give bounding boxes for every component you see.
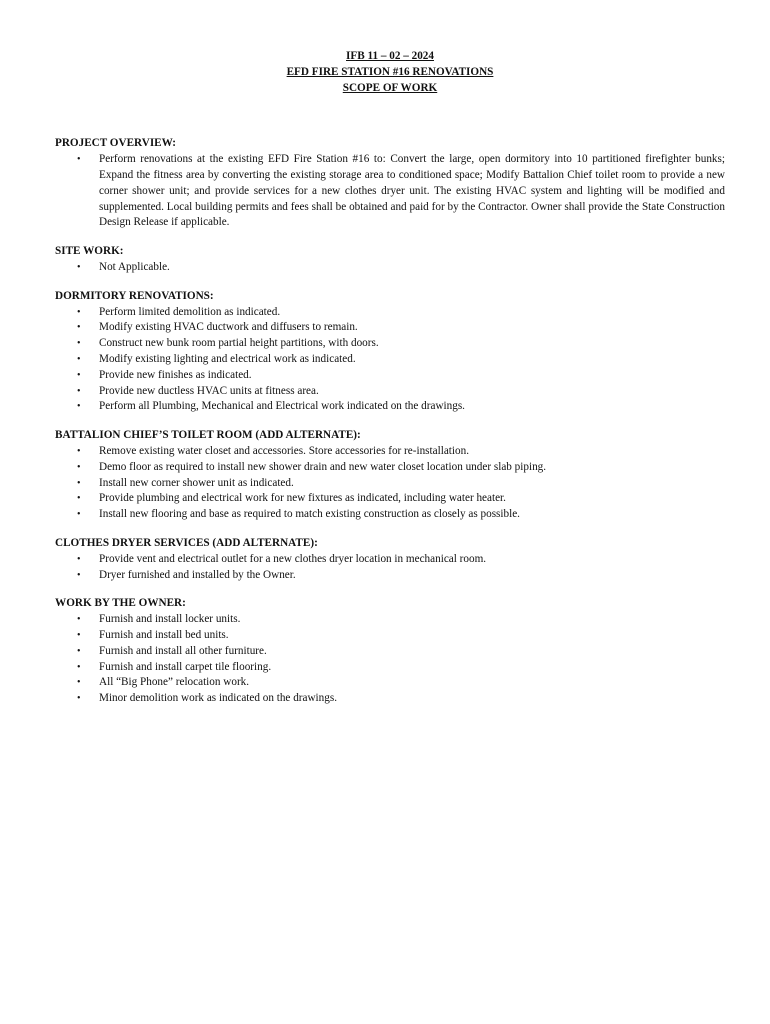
list-item-text: Furnish and install locker units. xyxy=(99,613,241,626)
list-item-text: Perform renovations at the existing EFD Fire Station #16 to: Convert the large, open dormitory into 10 partitioned firefighter bunks; Expand the fitness area by converting the existing storage area to conditioned space; Modify Battalion Chief toilet room to provide a new corner shower unit; and provide services for a new clothes dryer unit. The existing HVAC system and lighting will be modified and supplemented. Local building permits and fees shall be obtained and paid for by the Contractor. Owner shall provide the State Construction Design Release if applicable. xyxy=(99,153,725,229)
bullet-list xyxy=(55,152,725,231)
section-heading: PROJECT OVERVIEW: xyxy=(55,137,176,150)
bullet-list xyxy=(55,260,725,276)
list-item xyxy=(55,368,725,384)
scope-section xyxy=(55,289,725,415)
bullet-icon: • xyxy=(77,353,81,365)
list-item xyxy=(55,568,725,584)
document-project-title: EFD FIRE STATION #16 RENOVATIONS xyxy=(286,65,494,78)
list-item xyxy=(55,320,725,336)
section-heading: SITE WORK: xyxy=(55,245,124,258)
list-item xyxy=(55,612,725,628)
bullet-icon: • xyxy=(77,553,81,565)
list-item-text: Provide vent and electrical outlet for a new clothes dryer location in mechanical room. xyxy=(99,552,487,565)
list-item xyxy=(55,491,725,507)
bullet-icon: • xyxy=(77,645,81,657)
bullet-icon: • xyxy=(77,509,81,521)
bullet-icon: • xyxy=(77,661,81,673)
section-heading: DORMITORY RENOVATIONS: xyxy=(55,289,214,302)
bullet-icon: • xyxy=(77,493,81,505)
list-item xyxy=(55,260,725,276)
list-item xyxy=(55,660,725,676)
list-item xyxy=(55,399,725,415)
section-heading: WORK BY THE OWNER: xyxy=(55,597,186,610)
bullet-icon: • xyxy=(77,369,81,381)
list-item xyxy=(55,675,725,691)
list-item xyxy=(55,352,725,368)
bullet-icon: • xyxy=(77,614,81,626)
bullet-icon: • xyxy=(77,677,81,689)
scope-sections xyxy=(55,136,725,707)
bullet-icon: • xyxy=(77,338,81,350)
scope-section xyxy=(55,596,725,707)
bullet-icon: • xyxy=(77,401,81,413)
bullet-icon: • xyxy=(77,322,81,334)
list-item xyxy=(55,691,725,707)
bullet-icon: • xyxy=(77,461,81,473)
list-item-text: Perform limited demolition as indicated. xyxy=(99,305,281,318)
list-item xyxy=(55,336,725,352)
bullet-list xyxy=(55,444,725,523)
list-item-text: Dryer furnished and installed by the Owner. xyxy=(99,568,296,581)
list-item xyxy=(55,476,725,492)
document-page xyxy=(55,49,725,707)
list-item xyxy=(55,384,725,400)
list-item xyxy=(55,444,725,460)
list-item xyxy=(55,628,725,644)
scope-section xyxy=(55,428,725,523)
list-item xyxy=(55,152,725,231)
bullet-icon: • xyxy=(77,154,81,166)
list-item xyxy=(55,644,725,660)
section-heading: BATTALION CHIEF’S TOILET ROOM (ADD ALTERNATE): xyxy=(55,429,361,442)
list-item-text: Remove existing water closet and accessories. Store accessories for re-installation. xyxy=(99,444,469,457)
list-item-text: Provide new ductless HVAC units at fitness area. xyxy=(99,384,319,397)
list-item-text: Install new flooring and base as required to match existing construction as closely as possible. xyxy=(99,508,520,521)
list-item-text: Furnish and install bed units. xyxy=(99,628,229,641)
document-title-block xyxy=(55,49,725,96)
bullet-icon: • xyxy=(77,306,81,318)
bullet-list xyxy=(55,552,725,584)
bullet-icon: • xyxy=(77,385,81,397)
bullet-icon: • xyxy=(77,569,81,581)
list-item xyxy=(55,507,725,523)
list-item xyxy=(55,460,725,476)
bullet-list xyxy=(55,305,725,416)
list-item-text: Modify existing HVAC ductwork and diffusers to remain. xyxy=(99,321,358,334)
list-item-text: Not Applicable. xyxy=(99,260,170,273)
scope-section xyxy=(55,136,725,231)
list-item xyxy=(55,552,725,568)
section-heading: CLOTHES DRYER SERVICES (ADD ALTERNATE): xyxy=(55,536,318,549)
list-item-text: Perform all Plumbing, Mechanical and Electrical work indicated on the drawings. xyxy=(99,400,465,413)
scope-section xyxy=(55,244,725,276)
list-item-text: Provide plumbing and electrical work for new fixtures as indicated, including water heater. xyxy=(99,492,506,505)
bullet-icon: • xyxy=(77,445,81,457)
bullet-icon: • xyxy=(77,693,81,705)
bullet-icon: • xyxy=(77,477,81,489)
list-item xyxy=(55,305,725,321)
list-item-text: Construct new bunk room partial height partitions, with doors. xyxy=(99,337,379,350)
list-item-text: Furnish and install carpet tile flooring. xyxy=(99,660,272,673)
list-item-text: All “Big Phone” relocation work. xyxy=(99,676,250,689)
document-ifb-number: IFB 11 – 02 – 2024 xyxy=(346,50,434,62)
list-item-text: Install new corner shower unit as indicated. xyxy=(99,476,294,489)
scope-section xyxy=(55,536,725,583)
bullet-icon: • xyxy=(77,261,81,273)
list-item-text: Demo floor as required to install new shower drain and new water closet location under slab piping. xyxy=(99,460,547,473)
list-item-text: Provide new finishes as indicated. xyxy=(99,368,252,381)
list-item-text: Modify existing lighting and electrical work as indicated. xyxy=(99,352,356,365)
bullet-list xyxy=(55,612,725,707)
bullet-icon: • xyxy=(77,629,81,641)
document-subtitle: SCOPE OF WORK xyxy=(342,81,438,94)
list-item-text: Furnish and install all other furniture. xyxy=(99,644,267,657)
list-item-text: Minor demolition work as indicated on the drawings. xyxy=(99,692,338,705)
